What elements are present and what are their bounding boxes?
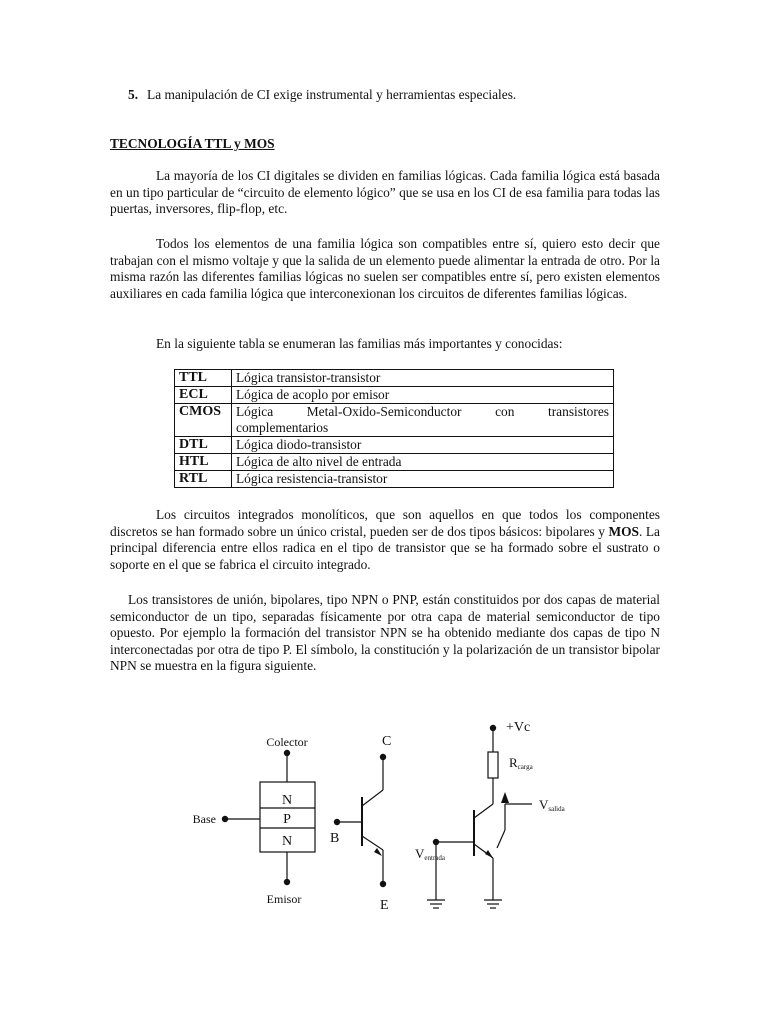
family-code: ECL: [175, 387, 232, 404]
family-description: Lógica resistencia-transistor: [232, 471, 614, 488]
table-row: [175, 387, 614, 404]
family-description: Lógica Metal-Oxido-Semiconductor con transistores complementarios: [232, 404, 614, 437]
paragraph-bipolar: Los transistores de unión, bipolares, tipo NPN o PNP, están constituidos por dos capas de material semiconductor de un tipo, separadas físicamente por otra capa de material semiconductor de tipo opuesto. Por ejemplo la formación del transistor NPN se ha obtenido mediante dos capas de tipo N interconectadas por otra de tipo P. El símbolo, la constitución y la polarización de un transistor bipolar NPN se muestra en la figura siguiente.: [110, 592, 660, 673]
family-code: TTL: [175, 370, 232, 387]
paragraph-text: Los circuitos integrados monolíticos, que son aquellos en que todos los componentes discretos se han formado sobre un único cristal, pueden ser de dos tipos básicos: bipolares y: [110, 507, 660, 539]
list-item-text: La manipulación de CI exige instrumental y herramientas especiales.: [147, 87, 517, 102]
symbol-base-label: B: [330, 831, 340, 846]
family-code: CMOS: [175, 404, 232, 437]
table-row: [175, 454, 614, 471]
family-code: RTL: [175, 471, 232, 488]
output-voltage-label: Vsalida: [539, 797, 565, 813]
load-resistor-label: Rcarga: [509, 755, 533, 771]
symbol-collector-terminal: [380, 754, 386, 760]
input-terminal: [433, 839, 439, 845]
paragraph-table-intro: En la siguiente tabla se enumeran las familias más importantes y conocidas:: [156, 336, 563, 351]
layer-n-bottom: N: [281, 834, 293, 849]
load-resistor: [488, 752, 498, 778]
table-row: [175, 471, 614, 488]
symbol-emitter-label: E: [380, 898, 389, 913]
paragraph-bold-term: MOS: [608, 523, 639, 539]
base-terminal: [222, 816, 228, 822]
base-label: Base: [192, 812, 216, 826]
symbol-base-terminal: [334, 819, 340, 825]
symbol-collector-label: C: [382, 734, 392, 749]
layer-p-middle: P: [283, 812, 291, 827]
vcc-terminal: [490, 725, 496, 731]
table-row: [175, 404, 614, 437]
list-item-number: 5.: [128, 87, 139, 102]
input-voltage-label: Ventrada: [415, 846, 445, 862]
section-heading: TECNOLOGÍA TTL y MOS: [110, 136, 275, 151]
paragraph-monolithic: [110, 507, 660, 573]
table-row: [175, 370, 614, 387]
paragraph-families: La mayoría de los CI digitales se dividen en familias lógicas. Cada familia lógica está basada en un tipo particular de “circuito de elemento lógico” que se usa en los CI de esa familia para todas las puertas, inversores, flip-flop, etc.: [110, 168, 660, 216]
circuit-emitter-arrow-icon: [485, 850, 493, 858]
emitter-label: Emisor: [266, 892, 302, 906]
list-item-5: [128, 87, 516, 104]
table-row: [175, 437, 614, 454]
output-arrow-icon: [501, 792, 509, 803]
paragraph-text: . La principal diferencia entre ellos radica en el tipo de transistor que se ha formado sobre el sustrato o soporte en el que se fabrica el circuito integrado.: [110, 523, 660, 572]
logic-families-table: [174, 369, 614, 488]
collector-label: Colector: [266, 735, 308, 749]
symbol-emitter-terminal: [380, 881, 386, 887]
emitter-terminal: [284, 879, 290, 885]
family-code: DTL: [175, 437, 232, 454]
collector-terminal: [284, 750, 290, 756]
family-description: Lógica de acoplo por emisor: [232, 387, 614, 404]
npn-transistor-figure: [0, 700, 768, 940]
family-description: Lógica diodo-transistor: [232, 437, 614, 454]
layer-n-top: N: [281, 793, 293, 808]
family-description: Lógica de alto nivel de entrada: [232, 454, 614, 471]
family-code: HTL: [175, 454, 232, 471]
family-description: Lógica transistor-transistor: [232, 370, 614, 387]
vcc-label: +Vc: [506, 720, 531, 735]
paragraph-compatibility: Todos los elementos de una familia lógica son compatibles entre sí, quiero esto decir que trabajan con el mismo voltaje y que la salida de un elemento puede alimentar la entrada de otro. Por la misma razón las diferentes familias lógicas no suelen ser compatibles entre sí, pero existen elementos auxiliares en cada familia lógica que interconexionan los circuitos de diferentes familias lógicas.: [110, 236, 660, 301]
